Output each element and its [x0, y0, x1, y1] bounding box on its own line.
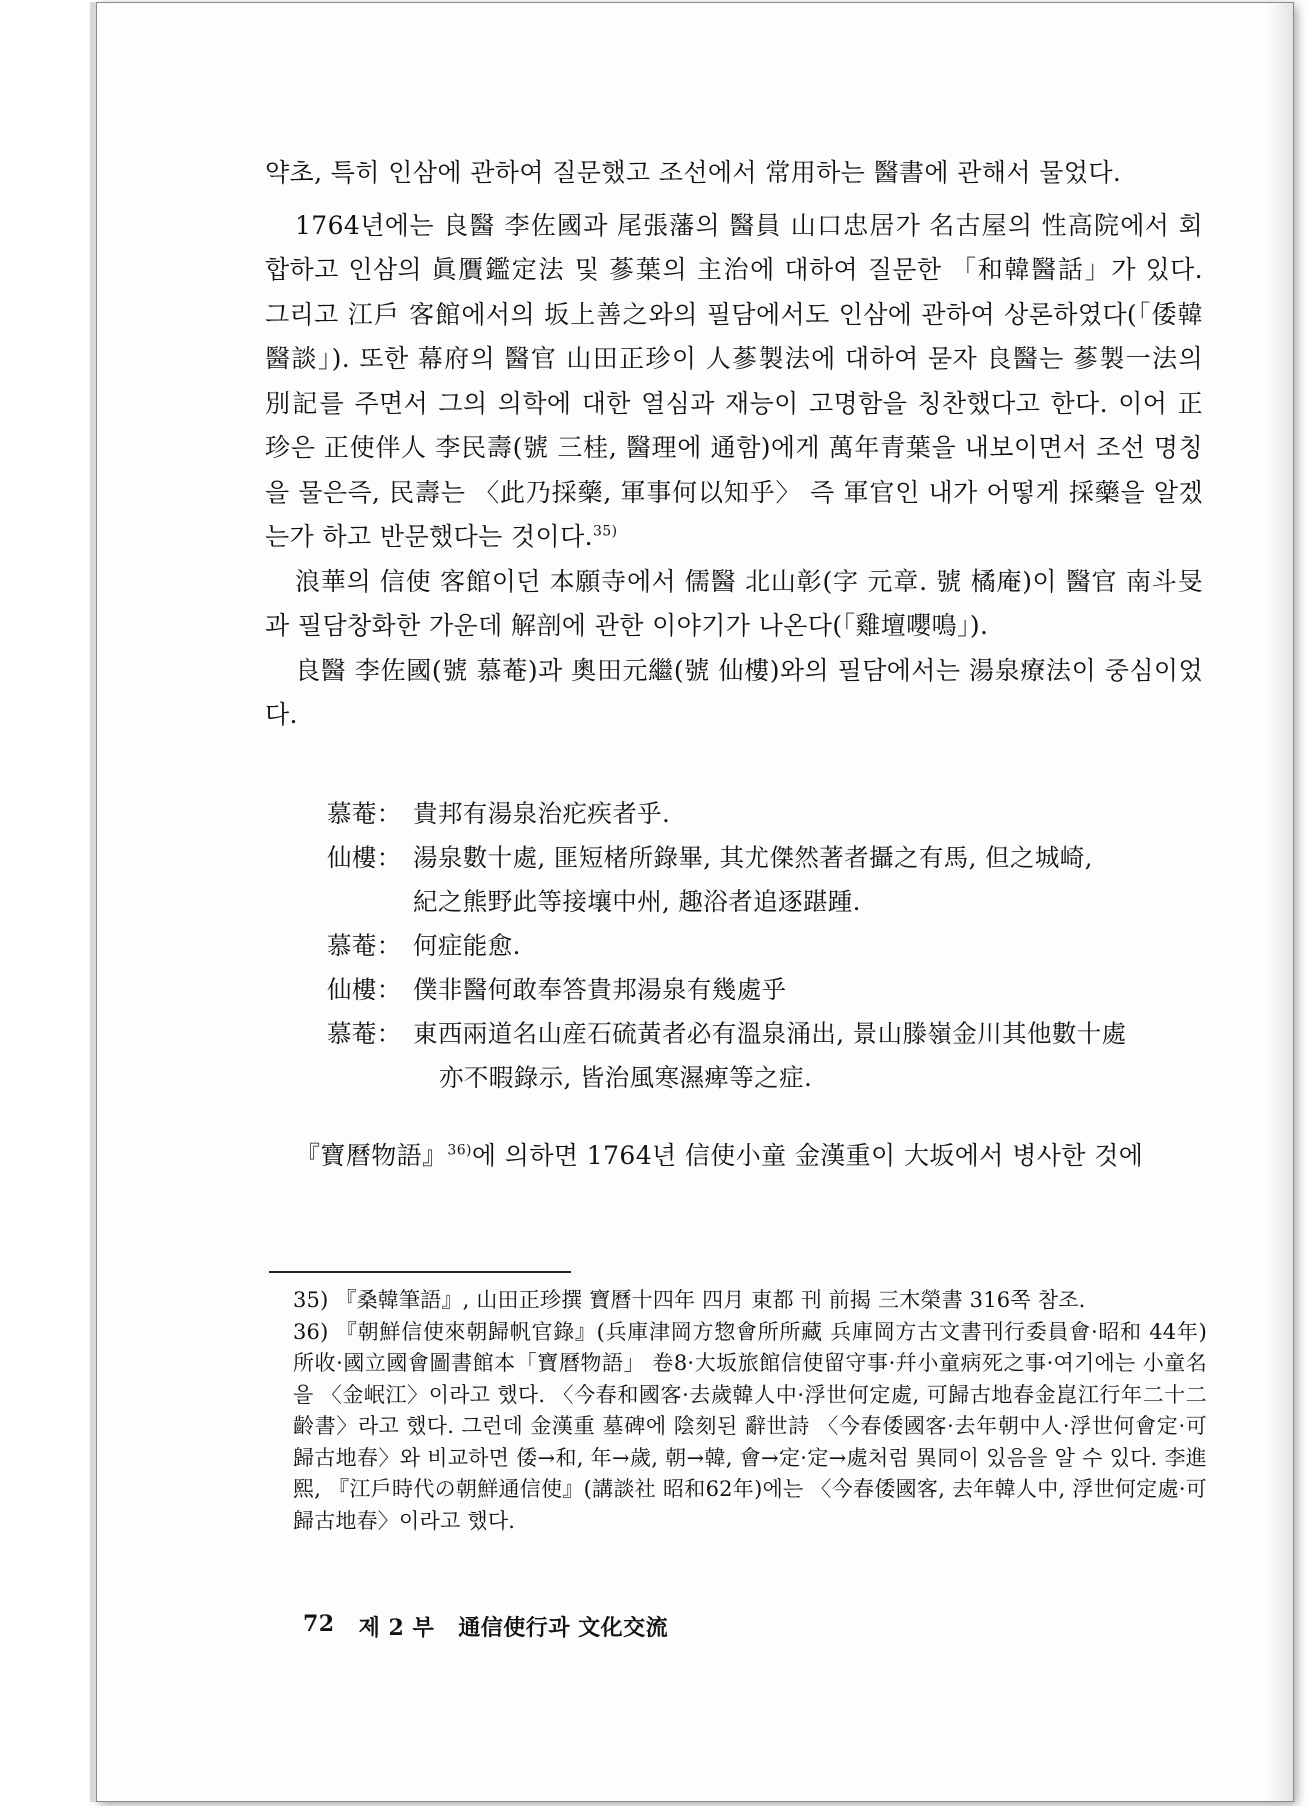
speaker-label: 慕菴：: [327, 930, 402, 960]
main-text: [265, 151, 1203, 1178]
dialogue-turn: [327, 792, 1203, 836]
speech-text: [413, 968, 1203, 1012]
paragraph-1: 약초, 특히 인삼에 관하여 질문했고 조선에서 常用하는 醫書에 관해서 물었다.: [265, 158, 1122, 187]
speaker-label: 仙樓：: [327, 842, 402, 872]
speech-line: 亦不暇錄示, 皆治風寒濕痺等之症.: [439, 1062, 813, 1092]
book-title: 『寶曆物語』: [295, 1140, 448, 1170]
dialogue-block: [327, 792, 1203, 1100]
paragraph-2: [265, 204, 1203, 560]
page-number: 72: [303, 1611, 335, 1637]
speaker-label: 仙樓：: [327, 974, 402, 1004]
speech-line: 僕非醫何敢奉答貴邦湯泉有幾處乎: [413, 974, 787, 1004]
speech-text: [413, 792, 1203, 836]
paragraph-2-text: 1764년에는 良醫 李佐國과 尾張藩의 醫員 山口忠居가 名古屋의 性高院에서 회합하고 인삼의 眞贋鑑定法 및 蔘葉의 主治에 대하여 질문한 「和韓醫話」가 있다. 그리고 江戶 客館에서의 坂上善之와의 필담에서도 인삼에 관하여 상론하였다(「倭韓醫談」). 또한 幕府의 醫官 山田正珍이 人蔘製法에 대하여 묻자 良醫는 蔘製一法의 別記를 주면서 그의 의학에 대한 열심과 재능이 고명함을 칭찬했다고 한다. 이어 正珍은 正使伴人 李民壽(號 三桂, 醫理에 通함)에게 萬年青葉을 내보이면서 조선 명칭을 물은즉, 民壽는 〈此乃採藥, 軍事何以知乎〉 즉 軍官인 내가 어떻게 採藥을 알겠는가 하고 반문했다는 것이다.: [265, 210, 1203, 551]
footnote-35: 35) 『桑韓筆語』, 山田正珍撰 寶曆十四年 四月 東都 刊 前揭 三木榮書 316쪽 참조.: [293, 1288, 1086, 1312]
footnote-divider: [269, 1271, 571, 1273]
speech-text: [413, 836, 1203, 924]
footnote-ref-36: 36): [447, 1142, 472, 1159]
part-label: 제 2 부: [358, 1615, 435, 1641]
footnote-36: 36) 『朝鮮信使來朝歸帆官錄』(兵庫津岡方惣會所所藏 兵庫岡方古文書刊行委員會·昭和 44年) 所收·國立國會圖書館本「寶曆物語」 卷8·大坂旅館信使留守事·幷小童病死之事·여기에는 小童名을 〈金岷江〉이라고 했다. 〈今春和國客·去歲韓人中·浮世何定處, 可歸古地春金崑江行年二十二齡書〉라고 했다. 그런데 金漢重 墓碑에 陰刻된 辭世詩 〈今春倭國客·去年朝中人·浮世何會定·可歸古地春〉와 비교하면 倭→和, 年→歲, 朝→韓, 會→定·定→處처럼 異同이 있음을 알 수 있다. 李進熙, 『江戶時代の朝鮮通信使』(講談社 昭和62年)에는 〈今春倭國客, 去年韓人中, 浮世何定處·可歸古地春〉이라고 했다.: [293, 1319, 1207, 1533]
paragraph-3: 浪華의 信使 客館이던 本願寺에서 儒醫 北山彰(字 元章. 號 橘庵)이 醫官 南斗旻과 필담창화한 가운데 解剖에 관한 이야기가 나온다(「雞壇嚶鳴」).: [265, 566, 1203, 640]
speaker-label: 慕菴：: [327, 798, 402, 828]
speech-line: 貴邦有湯泉治疕疾者乎.: [413, 798, 671, 828]
chapter-title: 通信使行과 文化交流: [458, 1615, 669, 1641]
speaker-label: 慕菴：: [327, 1018, 402, 1048]
speech-text: [413, 1012, 1203, 1100]
paragraph-5-text: 에 의하면 1764년 信使小童 金漢重이 大坂에서 병사한 것에: [471, 1140, 1144, 1170]
speech-line: 紀之熊野此等接壤中州, 趣浴者追逐踸踵.: [413, 886, 861, 916]
book-page: [96, 2, 1294, 1802]
dialogue-turn: [327, 968, 1203, 1012]
footnotes: [293, 1285, 1207, 1537]
dialogue-turn: [327, 836, 1203, 924]
speech-line: 湯泉數十處, 匪短楮所錄畢, 其尤傑然著者攝之有馬, 但之城崎,: [413, 842, 1093, 872]
speech-line: 東西兩道名山産石硫黃者必有溫泉涌出, 景山滕嶺金川其他數十處: [413, 1018, 1127, 1048]
paragraph-5: [265, 1134, 1203, 1179]
dialogue-turn: [327, 924, 1203, 968]
speech-text: [413, 924, 1203, 968]
footnote-ref-35: 35): [593, 523, 618, 540]
paragraph-4: 良醫 李佐國(號 慕菴)과 奧田元繼(號 仙樓)와의 필담에서는 湯泉療法이 중심이었다.: [265, 655, 1203, 729]
page-footer: [303, 1611, 668, 1642]
dialogue-turn: [327, 1012, 1203, 1100]
speech-line: 何症能愈.: [413, 930, 521, 960]
